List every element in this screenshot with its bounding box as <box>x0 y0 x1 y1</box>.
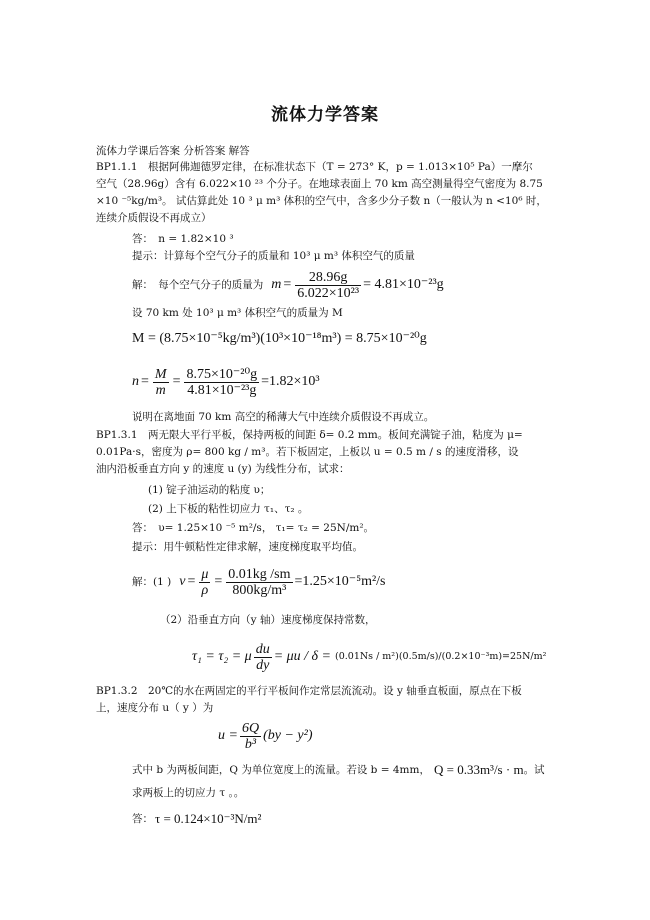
flow-rate-value: Q = 0.33m³/s · m <box>433 762 524 777</box>
bp131-item1: (1) 锭子油运动的粘度 υ； <box>148 484 271 496</box>
u-denominator: b³ <box>244 736 257 752</box>
m-denominator: 6.022×10²³ <box>297 285 360 301</box>
n-result: =1.82×10³ <box>261 374 320 389</box>
m-result: = 4.81×10⁻²³g <box>363 277 444 292</box>
m-variable: m <box>271 277 282 292</box>
bp111-line2: 空气（28.96g）含有 6.022×10 ²³ 个分子。在地球表面上 70 km 高空测量得空气密度为 8.75 <box>96 178 543 190</box>
n-equation: n = $\frac{M}{m}$ = $\frac{\text{8.75×10⁻²⁰g}}{\text{4.81×10⁻²³g}}$ =1.82×10³ <box>132 366 320 398</box>
u-fraction <box>240 721 261 752</box>
nu-fraction-2 <box>226 567 292 598</box>
tau-denominator: dy <box>256 657 270 673</box>
tau-lhs: τ₁ = τ₂ = μ <box>192 649 252 664</box>
bp111-line3: ×10 ⁻⁵kg/m³。 试估算此处 10 ³ μ m³ 体积的空气中，含多少分子数 n（一般认为 n <10⁶ 时， <box>96 195 547 207</box>
bp132-line2: 上，速度分布 u（ y ）为 <box>96 702 214 714</box>
tau-mid: = μu / δ = <box>273 649 332 664</box>
tau-numerator: du <box>255 641 270 657</box>
bp131-answer: 答： υ= 1.25×10 ⁻⁵ m²/s， τ₁= τ₂ = 25N/m²。 <box>132 522 375 534</box>
bp111-mass-equation: 解： 每个空气分子的质量为 m = $\frac{28.96g}{\text{6.022×10²³}}$ = 4.81×10⁻²³g <box>132 269 444 301</box>
tau-fraction <box>254 642 272 673</box>
u-numerator: 6Q <box>241 720 260 736</box>
u-rhs: (by − y²) <box>263 728 313 743</box>
bp131-line3: 油内沿板垂直方向 y 的速度 u (y) 为线性分布，试求： <box>96 463 350 475</box>
n-fraction-2 <box>184 367 259 398</box>
nu-result: =1.25×10⁻⁵m²/s <box>294 574 386 589</box>
bp132-answer-value: τ = 0.124×10⁻³N/m² <box>155 811 262 826</box>
n-denominator-2: 4.81×10⁻²³g <box>187 382 257 398</box>
velocity-equation <box>218 716 312 756</box>
bp111-line1: BP1.1.1 根据阿佛迦德罗定律，在标准状态下（T = 273° K，p = 1.013×10⁵ Pa）一摩尔 <box>96 161 533 173</box>
bp132-line1: BP1.3.2 20℃的水在两固定的平行平板间作定常层流流动。设 y 轴垂直板面，原点在下板 <box>96 685 522 697</box>
bp111-conclusion: 说明在离地面 70 km 高空的稀薄大气中连续介质假设不再成立。 <box>132 411 435 423</box>
n-variable: n <box>132 374 139 389</box>
tau-result: (0.01Ns / m²)(0.5m/s)/(0.2×10⁻³m)=25N/m² <box>335 651 547 662</box>
n-denominator-1: m <box>155 382 166 398</box>
nu-variable: ν <box>179 574 186 589</box>
nu-equation: 解：(1 ) ν = $\frac{\mu}{\rho}$ = $\frac{0.01kg /sm}{\text{800kg/m³}}$ =1.25×10⁻⁵m²/s <box>132 566 386 598</box>
n-numerator-2: 8.75×10⁻²⁰g <box>186 366 258 382</box>
bp131-sol1-label: 解：(1 ) <box>132 576 172 588</box>
bp111-sol-label: 解： 每个空气分子的质量为 <box>132 279 264 291</box>
bp132-answer-label: 答： <box>132 813 153 825</box>
bp131-item2: (2) 上下板的粘性切应力 τ₁、τ₂ 。 <box>148 503 309 515</box>
bp111-set-line: 设 70 km 处 10³ μ m³ 体积空气的质量为 M <box>132 307 343 319</box>
M-equation: M = (8.75×10⁻⁵kg/m³)(10³×10⁻¹⁸m³) = 8.75×10⁻²⁰g <box>132 331 427 346</box>
subtitle: 流体力学课后答案 分析答案 解答 <box>96 145 250 157</box>
m-numerator: 28.96g <box>295 270 361 286</box>
n-fraction-1 <box>153 367 169 398</box>
bp132-desc1-line <box>132 763 545 777</box>
u-lhs: u = <box>218 728 238 743</box>
m-fraction <box>295 270 361 301</box>
bp131-sol2-text: （2）沿垂直方向（y 轴）速度梯度保持常数， <box>160 614 376 626</box>
nu-numerator-1: μ <box>201 566 209 582</box>
nu-numerator-2: 0.01kg /sm <box>228 566 291 582</box>
bp111-line4: 连续介质假设不再成立） <box>96 212 212 224</box>
bp132-desc2: 求两板上的切应力 τ 。。 <box>132 787 245 799</box>
bp131-line2: 0.01Pa·s，密度为 ρ= 800 kg / m³。若下板固定，上板以 u = 0.5 m / s 的速度滑移，设 <box>96 446 519 458</box>
nu-denominator-2: 800kg/m³ <box>232 582 287 598</box>
document-title: 流体力学答案 <box>271 105 379 125</box>
nu-fraction-1 <box>199 567 210 598</box>
bp111-answer: 答： n = 1.82×10 ³ <box>132 233 234 245</box>
bp111-hint: 提示：计算每个空气分子的质量和 10³ μ m³ 体积空气的质量 <box>132 250 415 262</box>
bp132-answer <box>132 812 261 826</box>
tau-equation <box>192 638 546 676</box>
bp132-desc1: 式中 b 为两板间距，Q 为单位宽度上的流量。若设 b = 4mm， <box>132 764 430 776</box>
nu-denominator-1: ρ <box>201 582 209 598</box>
bp131-line1: BP1.3.1 两无限大平行平板，保持两板的间距 δ= 0.2 mm。板间充满锭子油，粘度为 μ= <box>96 429 523 441</box>
n-numerator-1: M <box>154 366 167 382</box>
bp131-hint: 提示：用牛顿粘性定律求解，速度梯度取平均值。 <box>132 541 363 553</box>
bp132-desc1-end: 。试 <box>523 764 545 776</box>
